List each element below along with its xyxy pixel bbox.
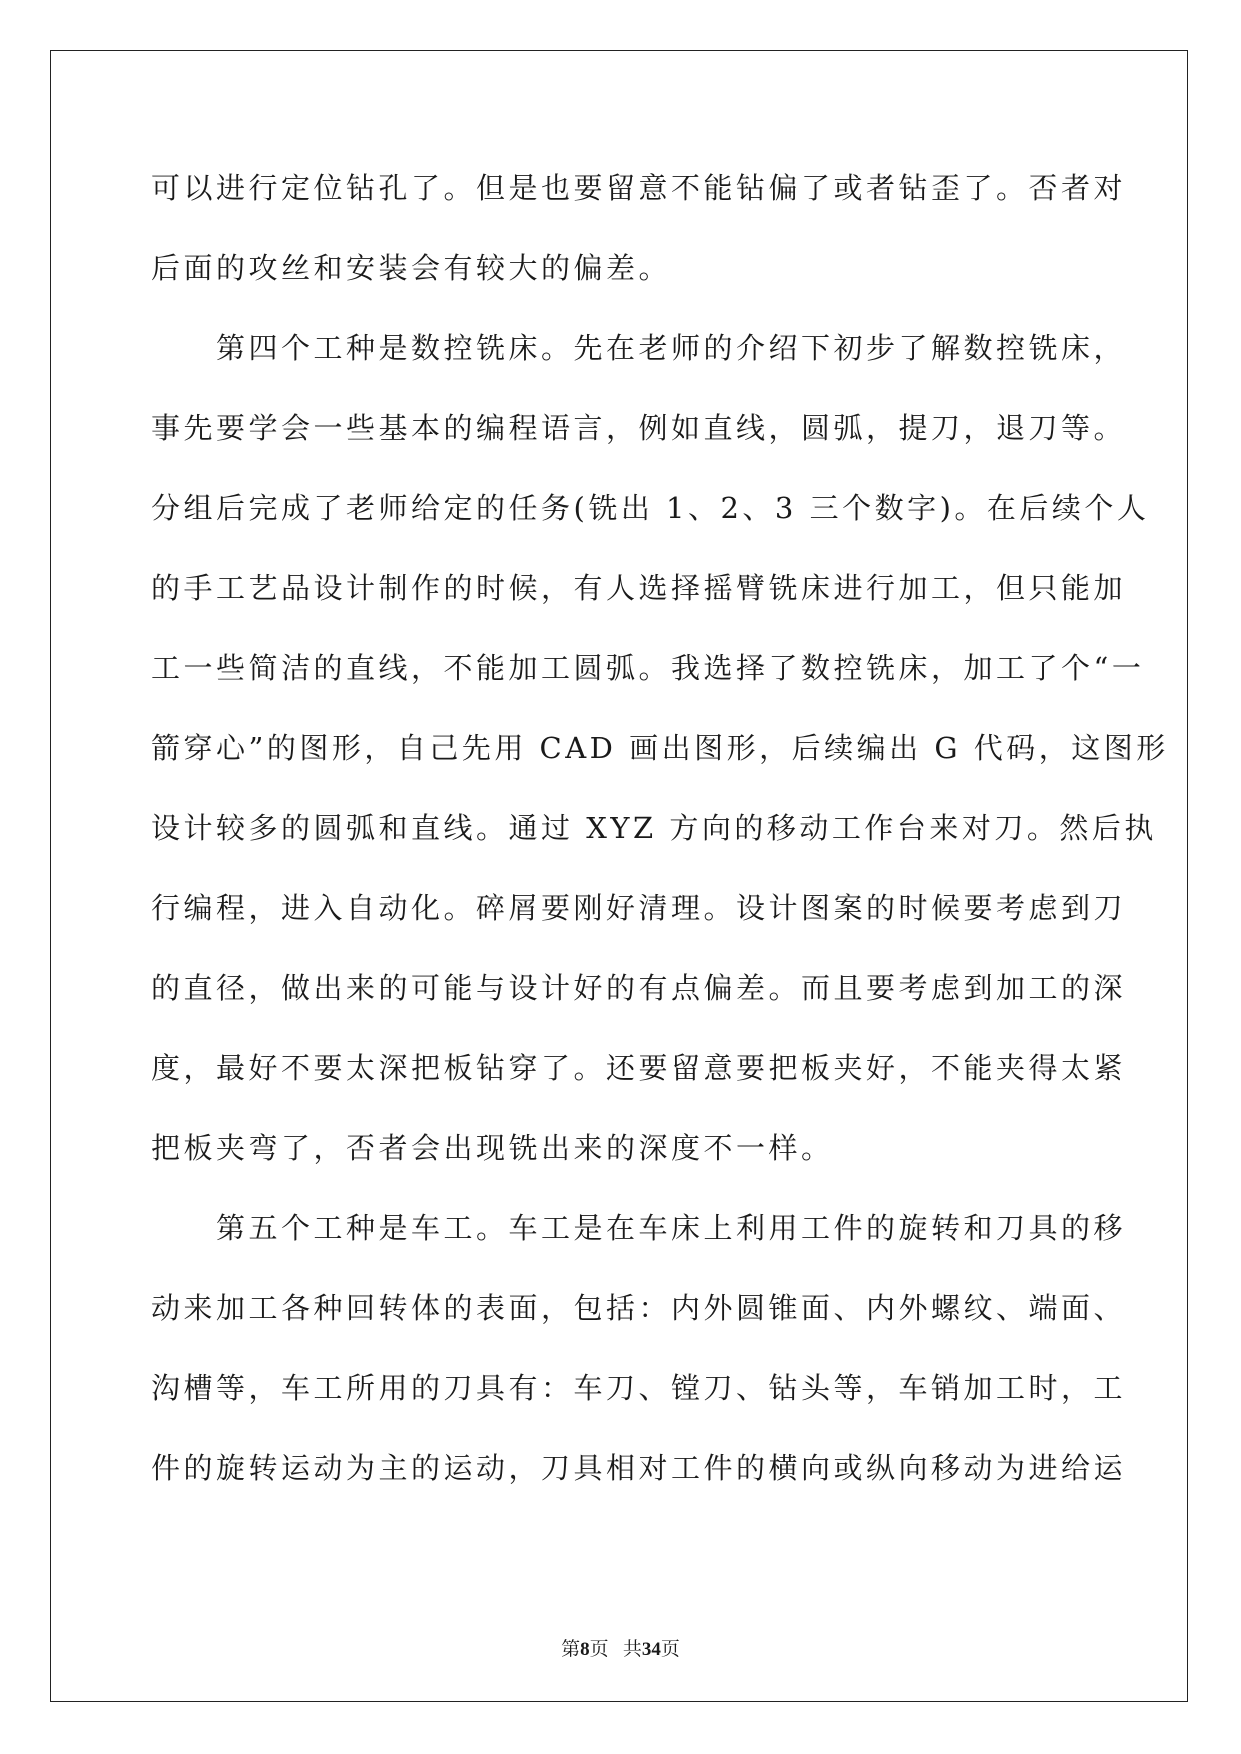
document-body — [151, 162, 1169, 1522]
text-line: 设计较多的圆弧和直线。通过 XYZ 方向的移动工作台来对刀。然后执 — [151, 811, 1157, 845]
text-line: 把板夹弯了，否者会出现铣出来的深度不一样。 — [151, 1131, 834, 1165]
page-footer — [0, 1634, 1241, 1661]
text-line: 度，最好不要太深把板钻穿了。还要留意要把板夹好，不能夹得太紧 — [151, 1051, 1127, 1085]
text-line: 沟槽等，车工所用的刀具有：车刀、镗刀、钻头等，车销加工时，工 — [151, 1371, 1127, 1405]
text-line: 第四个工种是数控铣床。先在老师的介绍下初步了解数控铣床， — [151, 331, 1127, 365]
text-line: 箭穿心”的图形，自己先用 CAD 画出图形，后续编出 G 代码，这图形 — [151, 731, 1169, 765]
total-suffix: 页 — [660, 1639, 680, 1660]
total-prefix: 共 — [622, 1639, 642, 1660]
page-prefix: 第 — [561, 1639, 581, 1660]
total-pages: 34 — [641, 1639, 661, 1660]
page-suffix: 页 — [589, 1639, 609, 1660]
text-line: 第五个工种是车工。车工是在车床上利用工件的旋转和刀具的移 — [151, 1211, 1127, 1245]
text-line: 的手工艺品设计制作的时候，有人选择摇臂铣床进行加工，但只能加 — [151, 571, 1127, 605]
text-line: 后面的攻丝和安装会有较大的偏差。 — [151, 251, 672, 285]
text-line: 可以进行定位钻孔了。但是也要留意不能钻偏了或者钻歪了。否者对 — [151, 171, 1127, 205]
text-line: 事先要学会一些基本的编程语言，例如直线，圆弧，提刀，退刀等。 — [151, 411, 1127, 445]
text-line: 行编程，进入自动化。碎屑要刚好清理。设计图案的时候要考虑到刀 — [151, 891, 1127, 925]
text-line: 工一些简洁的直线，不能加工圆弧。我选择了数控铣床，加工了个“一 — [151, 651, 1145, 685]
text-line: 分组后完成了老师给定的任务(铣出 1、2、3 三个数字)。在后续个人 — [151, 491, 1150, 525]
page-number: 8 — [580, 1639, 590, 1660]
text-line: 动来加工各种回转体的表面，包括：内外圆锥面、内外螺纹、端面、 — [151, 1291, 1127, 1325]
text-line: 件的旋转运动为主的运动，刀具相对工件的横向或纵向移动为进给运 — [151, 1451, 1127, 1485]
text-line: 的直径，做出来的可能与设计好的有点偏差。而且要考虑到加工的深 — [151, 971, 1127, 1005]
